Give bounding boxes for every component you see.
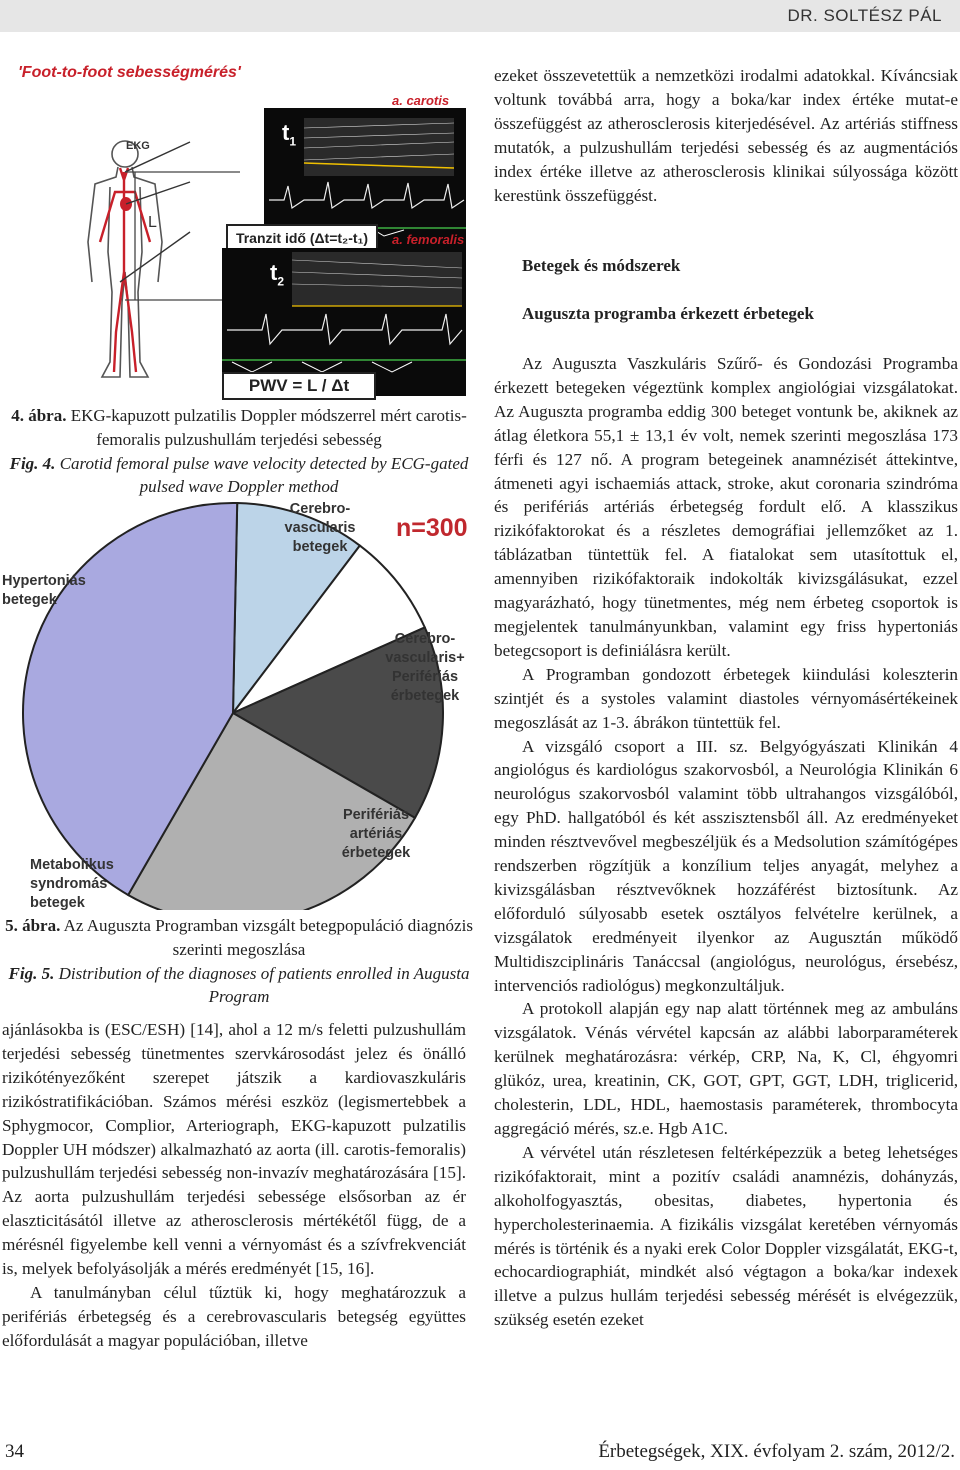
journal-footer: Érbetegségek, XIX. évfolyam 2. szám, 2012/2.: [598, 1441, 955, 1462]
femoralis-label: a. femoralis: [392, 232, 465, 247]
transit-time-box: Tranzit idő (Δt=t₂-t₁): [226, 224, 378, 252]
right-paragraph-3: A vizsgáló csoport a III. sz. Belgyógyászati Klinikán 4 angiológus és kardiológus szakorvosból, a Neurológia Klinikán 6 neurológus szakorvosból valamint több ultrahangos vizsgálóból, egy PhD. hallgatóból és két asszisztensből áll. Az eredményeket minden résztvevővel megbeszéljük és a Medsolution számítógépes rendszerben rögzítjük a konzílium teljes anyagát, melyhez a kivizsgálásban résztvevőknek hozzáférést biztosítunk. Az előforduló súlyosabb esetek osztályos felvételre kerülnek, a vizsgálatok eredményeit ilyenkor az Augusztán működő Multidiszciplináris Tanáccsal (angiológus, neurológus, érsebész, intervenciós radiológus) megkonzultáljuk.: [494, 736, 958, 995]
t1-label: $t_1$: [282, 120, 297, 149]
label-hypertension: Hypertoniás betegek: [2, 573, 86, 608]
figure-4-title: 'Foot-to-foot sebességmérés': [18, 64, 241, 81]
label-peripheral: Perifériás artériás érbetegek: [341, 807, 411, 861]
figure-4-caption-hu: 4. ábra. EKG-kapuzott pulzatilis Doppler módszerrel mért carotis-femoralis pulzushullám terjedési sebesség: [11, 406, 467, 449]
figure-5-caption-en: Fig. 5. Distribution of the diagnoses of patients enrolled in Augusta Program: [8, 963, 470, 1007]
left-column-body: [2, 1018, 466, 1353]
page-number: 34: [5, 1441, 24, 1462]
figure-4-caption: [2, 404, 476, 499]
figure-4-caption-en: Fig. 4. Carotid femoral pulse wave velocity detected by ECG-gated pulsed wave Doppler method: [9, 453, 469, 497]
right-paragraph-5: A vérvétel után részletesen feltérképezzük a beteg lehetséges rizikófaktorait, mint a pozitív családi anamnézis, dohányzás, alkoholfogyasztás, obesitas, diabetes, hypertonia és hypercholesterinaemia. A fizikális vizsgálat keretében vérnyomás mérés is történik és a nyaki erek Color Doppler vizsgálatát, EKG-t, echocardiographiát, mindkét alsó végtagon a boka/kar indexek illetve a pulzus hullám terjedési sebesség mérését is elvégezzük, szükség esetén ezeket: [494, 1142, 958, 1330]
figure-4: [0, 32, 480, 402]
right-paragraph-2: A Programban gondozott érbetegek kiindulási koleszterin szintjét és a systoles valamint diastoles vérnyomásértékeinek megoszlását az 1-3. ábrákon tüntettük fel.: [494, 664, 958, 732]
left-paragraph-1: ajánlásokba is (ESC/ESH) [14], ahol a 12 m/s feletti pulzushullám terjedési sebesség tünetmentes szervkárosodást jelez és önálló rizikótényezőként szerepet játszik a kardiovaszkuláris rizikóstratifikációban. Számos mérési eszköz (legismertebbek a Sphygmocor, Complior, Arteriograph, EKG-kapuzott pulzatilis Doppler UH módszer) alkalmazható az aorta (ill. carotis-femoralis) pulzushullám terjedési sebesség non-invazív meghatározására [15]. Az aorta pulzushullám terjedési sebessége elsősorban az ér elaszticitásától illetve az atherosclerosis mértékétől függ, de a mérésnél figyelembe kell venni a vérnyomást és a szívfrekvenciát is, melyek befolyásolják a mérés eredményét [15, 16].: [2, 1020, 466, 1279]
t2-label: $t_2$: [270, 260, 285, 289]
figure-5-caption: [2, 914, 476, 1009]
running-head-bar: [0, 0, 960, 32]
subsection-heading: Auguszta programba érkezett érbetegek: [522, 304, 814, 323]
figure-5-caption-hu: 5. ábra. Az Auguszta Programban vizsgált betegpopuláció diagnózis szerinti megoszlása: [5, 916, 473, 959]
left-paragraph-2: A tanulmányban célul tűztük ki, hogy meghatározzuk a perifériás érbetegség és a cerebrovascularis betegség együttes előfordulását a magyar populációban, illetve: [2, 1282, 466, 1350]
distance-L-label: L: [148, 214, 157, 231]
carotis-label: a. carotis: [392, 93, 450, 108]
right-paragraph-4: A protokoll alapján egy nap alatt történnek meg az ambuláns vizsgálatok. Vénás vérvétel kapcsán az alábbi laborparaméterek kerülnek meghatározásra: vérkép, CRP, Na, K, Cl, éhgyomri glükóz, urea, kreatinin, CK, GOT, GPT, GGT, LDH, triglicerid, cholesterin, LDL, HDL, haemostasis paraméterek, thrombocyta aggregáció mérés, sz.e. Hgb A1C.: [494, 999, 958, 1138]
label-cerebro-peripheral: Cerebro- vascularis+ Perifériás érbetegek: [385, 631, 465, 704]
right-paragraph-1: Az Auguszta Vaszkuláris Szűrő- és Gondozási Programba érkezett betegeken végeztünk komplex angiológiai vizsgálatokat. Az Auguszta programba eddig 300 beteget vontunk be, akiknek az átlag életkora 55,1 ± 13,1 év volt, nemek szerinti megoszlása 173 férfi és 127 nő. A program betegeinek anamnézisét áttekintve, átmeneti agyi ischaemiás attack, stroke, akut coronaria szindróma és perifériás artériás érbetegség fordult elő. A klasszikus rizikófaktorokat és a részletes demográfiai jellemzőket az 1. táblázatban tüntettük fel. A fiatalokat sem utasítottuk el, amennyiben rizikófaktoraik indokolták kivizsgálásukat, ezzel magyarázható, hogy tünetmentes, még nem érbeteg csoportok is megjelentek tanulmányunkban, valamint egy friss hypertoniás betegcsoport is definiálásra került.: [494, 354, 958, 660]
section-heading-methods: Betegek és módszerek: [522, 256, 681, 275]
running-head: DR. SOLTÉSZ PÁL: [787, 6, 942, 25]
label-metabolic: Metabolikus syndromás betegek: [30, 857, 114, 911]
n-label: n=300: [396, 514, 468, 542]
label-cerebrovascular: Cerebro- vascularis betegek: [284, 501, 356, 555]
pwv-formula-box: PWV = L / Δt: [222, 372, 376, 400]
right-column-intro: [494, 64, 958, 207]
right-column-body: [494, 352, 958, 1332]
figure-5-pie-chart: [0, 500, 480, 910]
right-paragraph-0: ezeket összevetettük a nemzetközi irodalmi adatokkal. Kíváncsiak voltunk továbbá arra, hogy a boka/kar index értéke mutat-e összefüggést az atherosclerosis kiterjedésével. Az artériás stiffness mutatók, a pulzushullám terjedési sebesség és az augmentációs index értéke illetve az atherosclerosis klinikai súlyossága között kerestünk összefüggést.: [494, 66, 958, 205]
ekg-label: EKG: [126, 140, 150, 152]
